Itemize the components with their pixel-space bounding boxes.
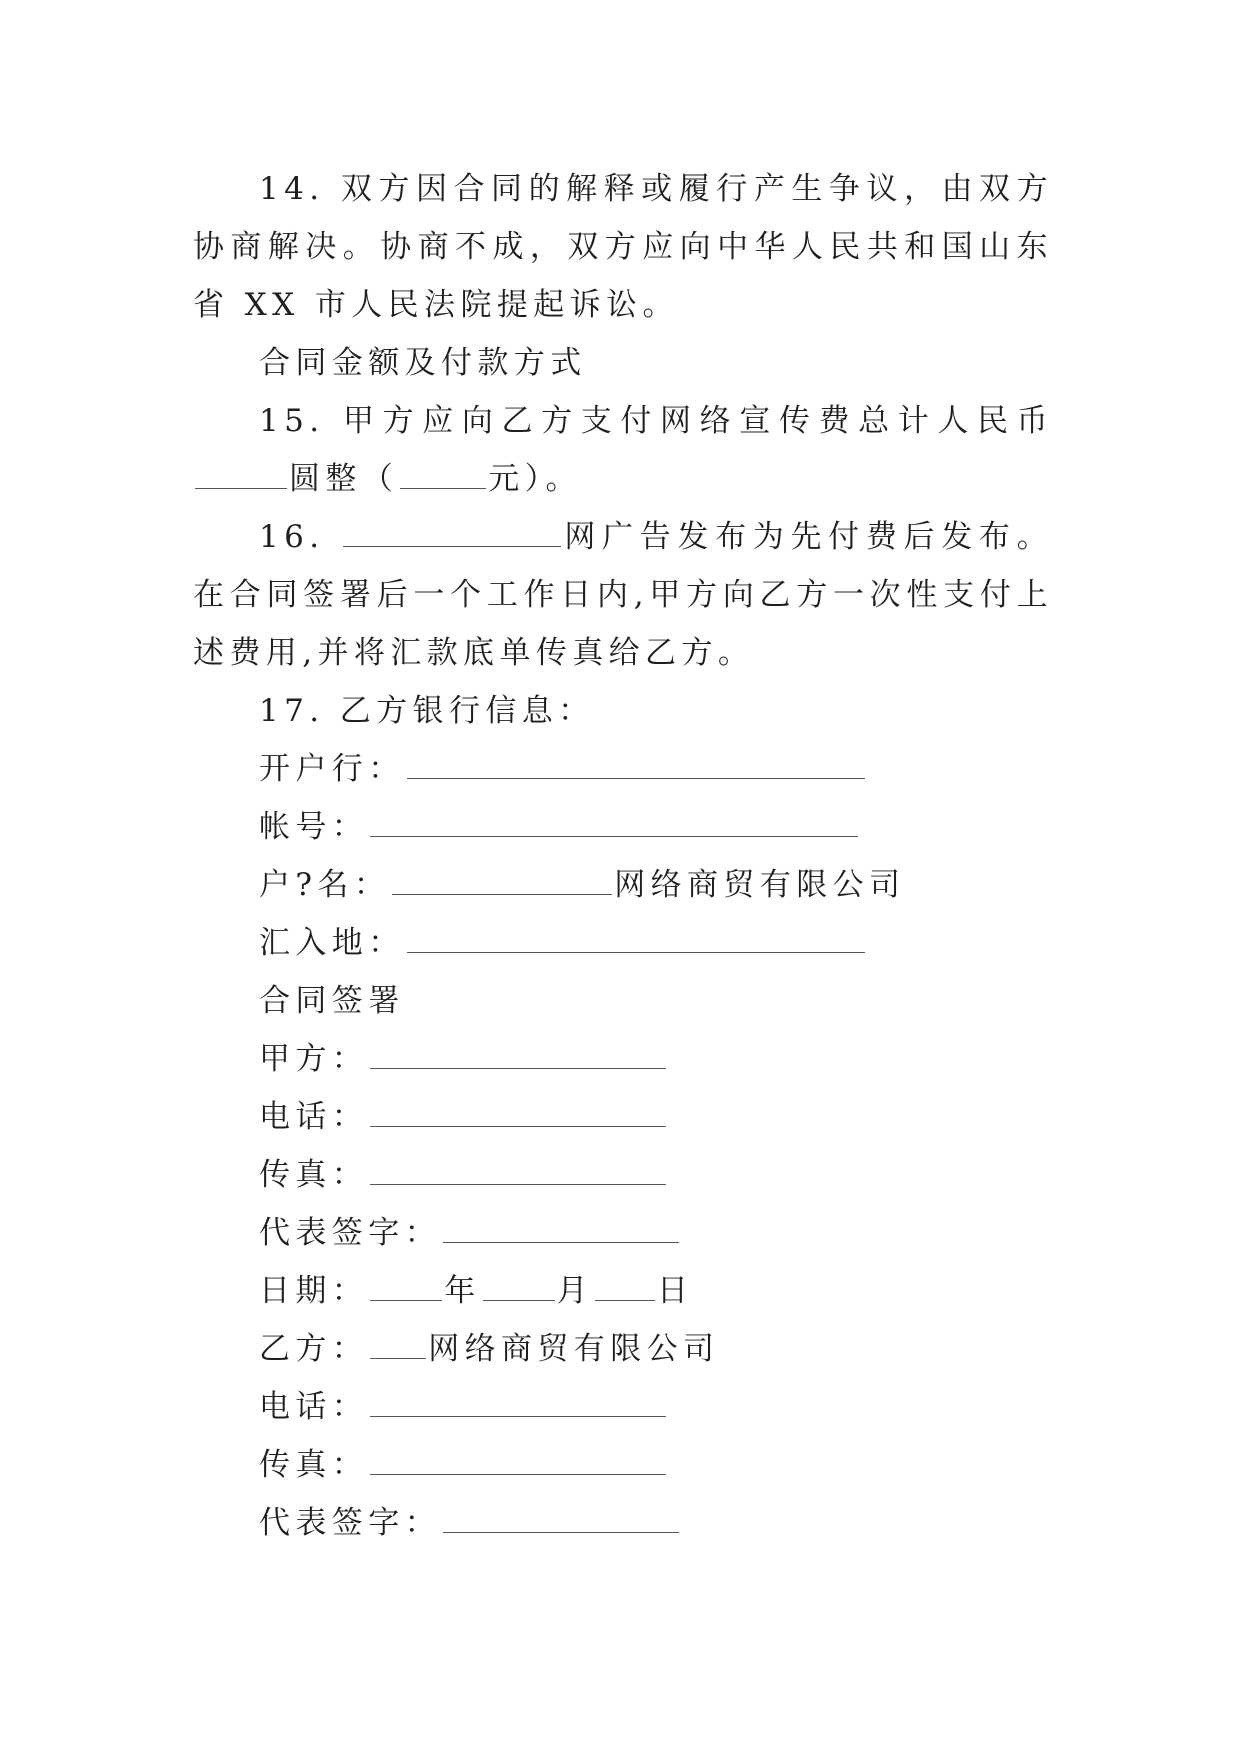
clause-16-rest: 网广告发布为先付费后发布。在合同签署后一个工作日内,甲方向乙方一次性支付上述费用,并将汇款底单传真给乙方。 bbox=[193, 519, 1053, 671]
party-b-sign-label: 代表签字： bbox=[259, 1505, 441, 1541]
party-a-sign-blank bbox=[443, 1214, 679, 1243]
party-b-fax-row bbox=[193, 1436, 1053, 1494]
remit-blank bbox=[407, 924, 865, 953]
party-a-phone-label: 电话： bbox=[259, 1099, 369, 1135]
month-blank bbox=[483, 1272, 555, 1301]
party-a-phone-row bbox=[193, 1088, 1053, 1146]
party-a-sign-row bbox=[193, 1204, 1053, 1262]
party-b-row bbox=[193, 1320, 1053, 1378]
account-name-blank bbox=[392, 866, 612, 895]
date-label: 日期： bbox=[259, 1273, 369, 1309]
clause-15-suffix: 元）。 bbox=[488, 461, 582, 497]
party-b-fax-label: 传真： bbox=[259, 1447, 369, 1483]
party-b-sign-blank bbox=[443, 1504, 679, 1533]
clause-16-prefix: 16. bbox=[259, 519, 325, 555]
website-name-blank bbox=[343, 518, 561, 547]
year-blank bbox=[370, 1272, 442, 1301]
account-name-suffix: 网络商贸有限公司 bbox=[614, 867, 906, 903]
amount-figure-blank bbox=[400, 460, 486, 489]
document-body bbox=[193, 160, 1053, 1552]
party-b-phone-label: 电话： bbox=[259, 1389, 369, 1425]
party-a-row bbox=[193, 1030, 1053, 1088]
account-blank bbox=[370, 808, 858, 837]
party-b-phone-blank bbox=[370, 1388, 666, 1417]
clause-17: 17. 乙方银行信息： bbox=[259, 693, 595, 729]
day-label: 日 bbox=[657, 1273, 694, 1309]
party-a-fax-blank bbox=[370, 1156, 666, 1185]
bank-name-label: 开户行： bbox=[259, 751, 405, 787]
party-a-phone-blank bbox=[370, 1098, 666, 1127]
section-heading-amount: 合同金额及付款方式 bbox=[259, 345, 587, 381]
section-heading-sign: 合同签署 bbox=[259, 983, 405, 1019]
remit-row bbox=[193, 914, 1053, 972]
party-a-label: 甲方： bbox=[259, 1041, 369, 1077]
party-b-sign-row bbox=[193, 1494, 1053, 1552]
party-b-label: 乙方： bbox=[259, 1331, 369, 1367]
party-a-fax-row bbox=[193, 1146, 1053, 1204]
clause-14: 14. 双方因合同的解释或履行产生争议，由双方协商解决。协商不成，双方应向中华人民共和国山东省 XX 市人民法院提起诉讼。 bbox=[193, 171, 1053, 323]
month-label: 月 bbox=[556, 1273, 594, 1309]
party-a-fax-label: 传真： bbox=[259, 1157, 369, 1193]
bank-name-row bbox=[193, 740, 1053, 798]
amount-words-blank bbox=[195, 460, 287, 489]
bank-name-blank bbox=[407, 750, 865, 779]
clause-15-mid: 圆整（ bbox=[289, 461, 399, 497]
clause-15-prefix: 15. 甲方应向乙方支付网络宣传费总计人民币 bbox=[259, 403, 1053, 439]
party-b-fax-blank bbox=[370, 1446, 666, 1475]
clause-16 bbox=[193, 508, 1053, 682]
party-b-blank bbox=[370, 1330, 426, 1359]
account-label: 帐号： bbox=[259, 809, 369, 845]
party-a-blank bbox=[370, 1040, 666, 1069]
party-a-date-row bbox=[193, 1262, 1053, 1320]
account-name-label: 户?名： bbox=[259, 867, 391, 903]
day-blank bbox=[595, 1272, 655, 1301]
year-label: 年 bbox=[444, 1273, 481, 1309]
clause-15 bbox=[193, 392, 1053, 508]
party-a-sign-label: 代表签字： bbox=[259, 1215, 441, 1251]
party-b-company: 网络商贸有限公司 bbox=[428, 1331, 720, 1367]
account-row bbox=[193, 798, 1053, 856]
party-b-phone-row bbox=[193, 1378, 1053, 1436]
account-name-row bbox=[193, 856, 1053, 914]
remit-label: 汇入地： bbox=[259, 925, 405, 961]
